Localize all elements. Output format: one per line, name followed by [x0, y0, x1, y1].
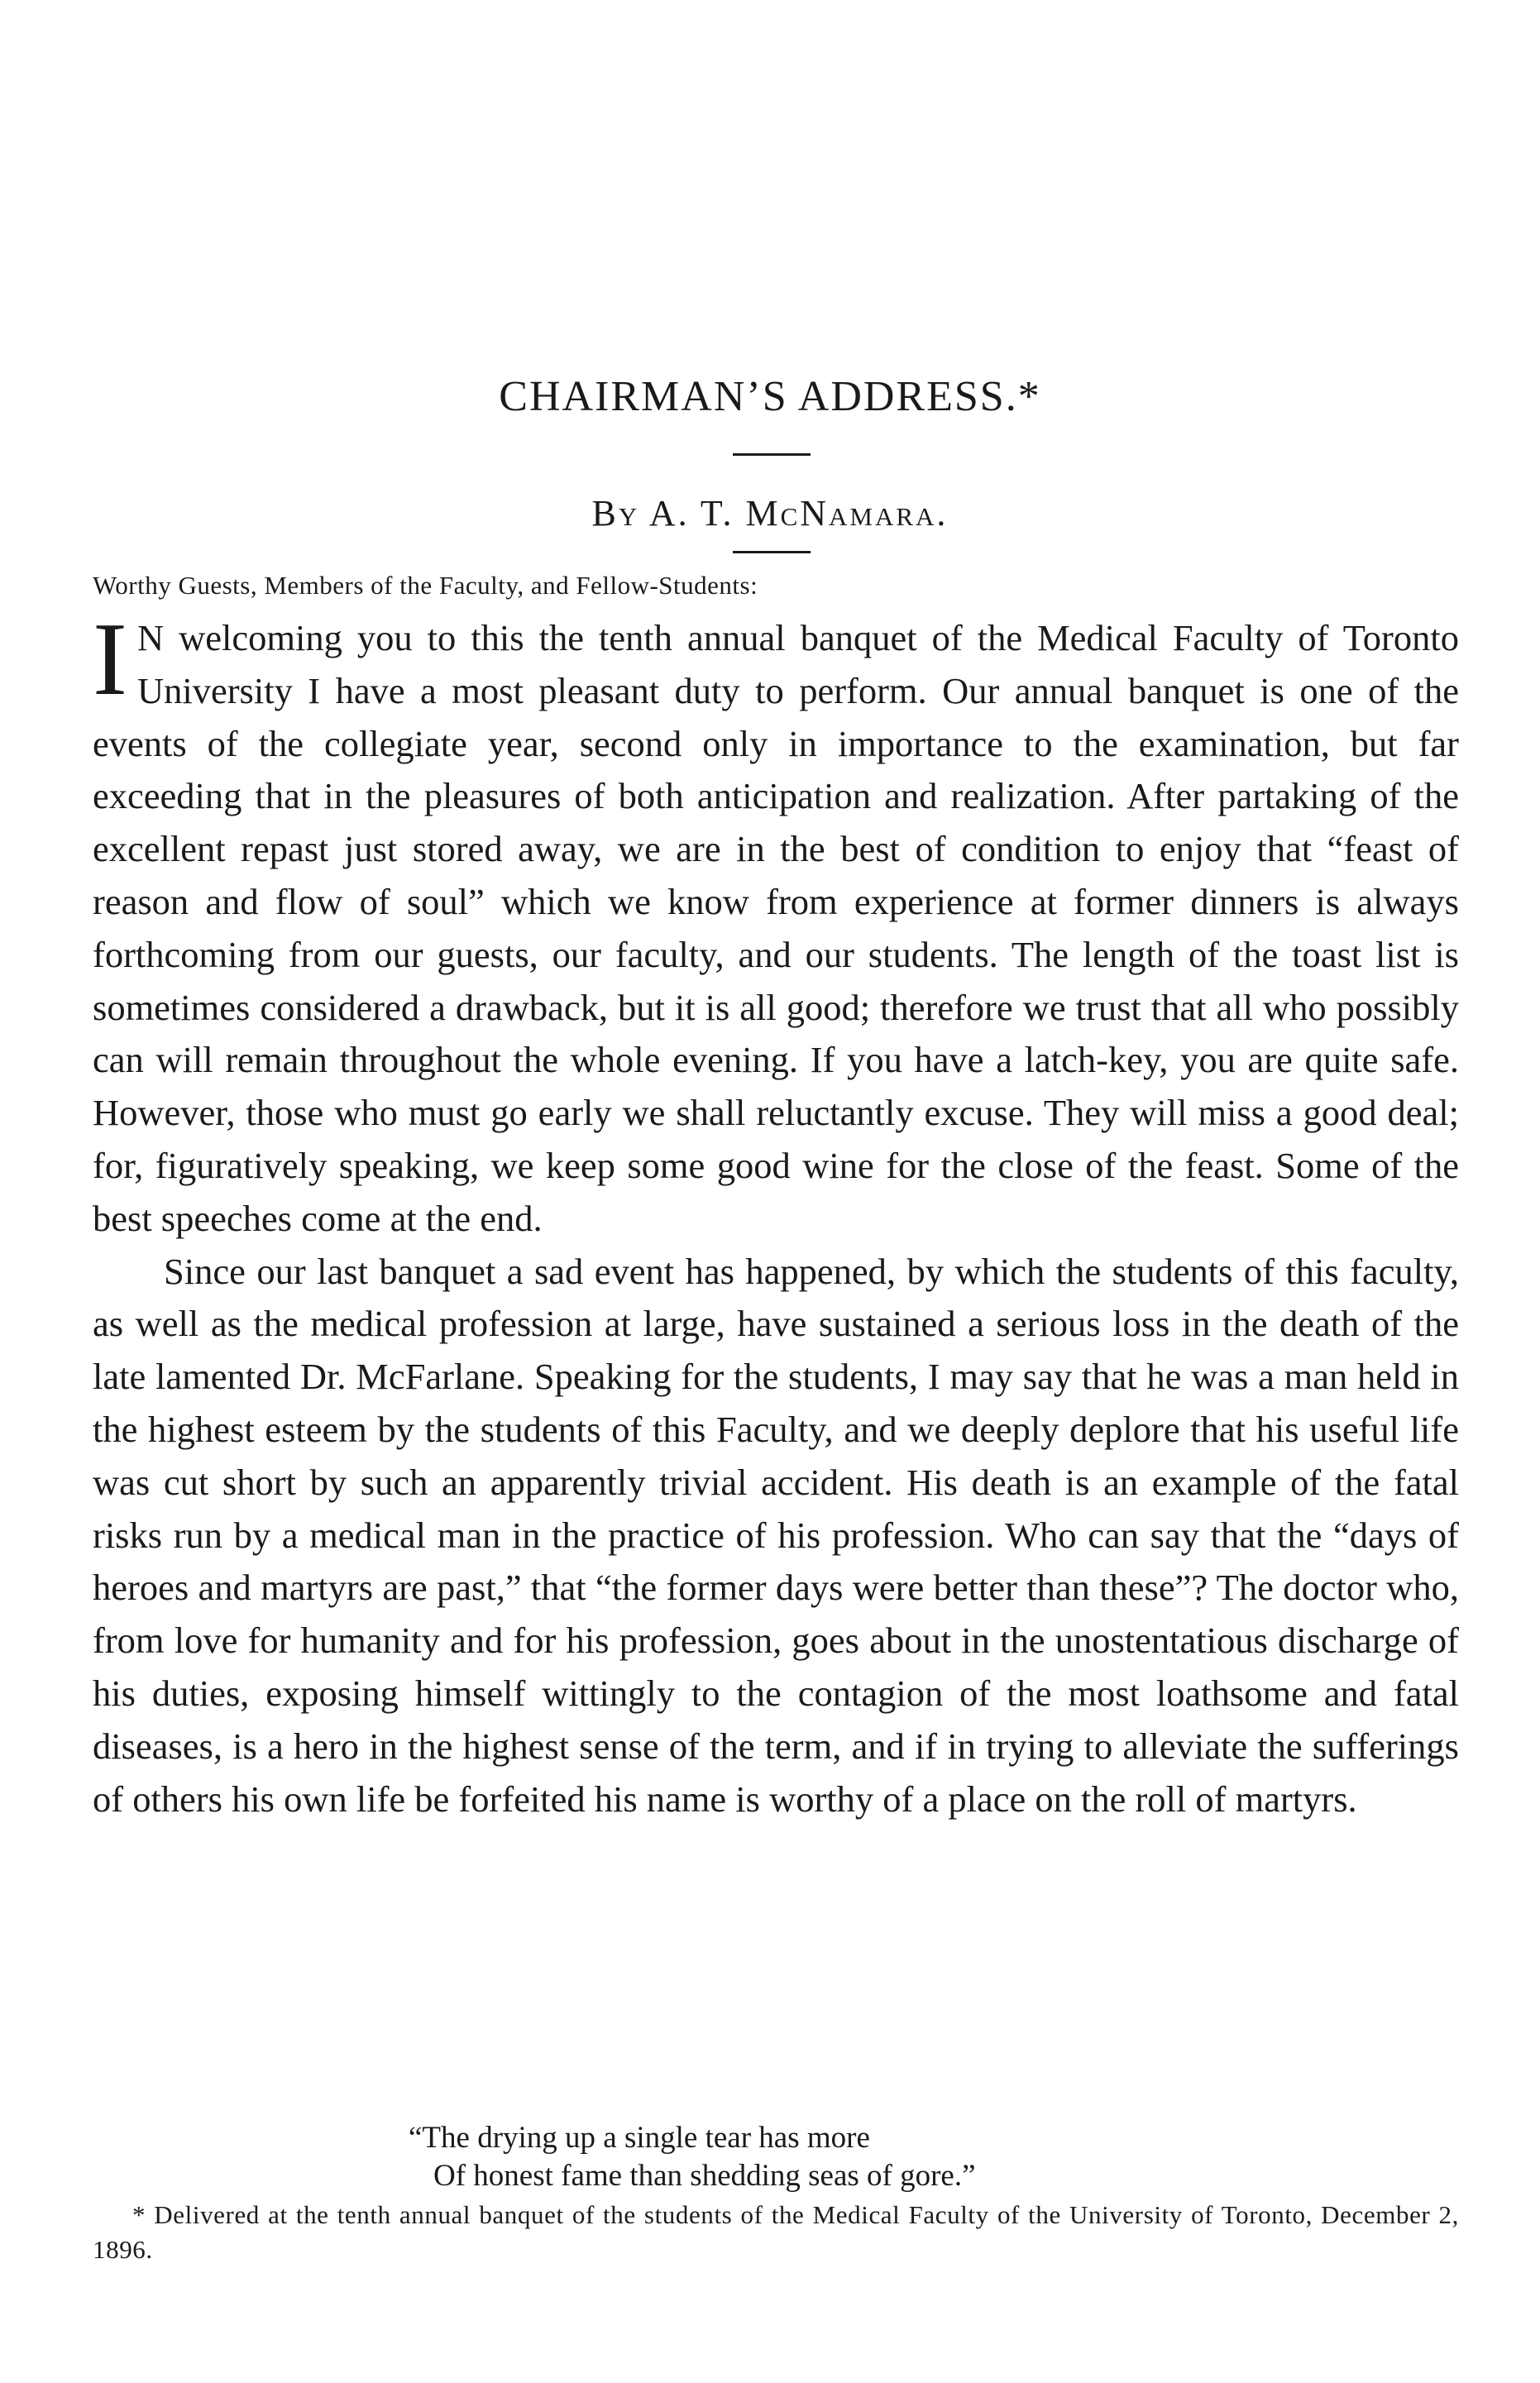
author-byline: By A. T. McNamara.: [591, 493, 949, 534]
footnote: * Delivered at the tenth annual banquet of the students of the Medical Faculty of the University of Toronto, December 2, 1896.: [93, 2200, 1459, 2264]
paragraph-1-text: N welcoming you to this the tenth annual banquet of the Medical Faculty of Toronto University I have a most pleasant duty to perform. Our annual banquet is one of the events of the collegiate year, second only in importance to the examination, but far exceeding that in the pleasures of both anticipation and realization. After partaking of the excellent repast just stored away, we are in the best of condition to enjoy that “feast of reason and flow of soul” which we know from experience at former dinners is always forthcoming from our guests, our faculty, and our students. The length of the toast list is sometimes considered a drawback, but it is all good; therefore we trust that all who possibly can will remain throughout the whole evening. If you have a latch-key, you are quite safe. However, those who must go early we shall reluctantly excuse. They will miss a good deal; for, figuratively speaking, we keep some good wine for the close of the feast. Some of the best speeches come at the end.: [93, 617, 1459, 1239]
paragraph-2: Since our last banquet a sad event has happened, by which the students of this faculty, as well as the medical profession at large, have sustained a serious loss in the death of the late lamented Dr. McFarlane. Speaking for the students, I may say that he was a man held in the highest esteem by the students of this Faculty, and we deeply deplore that his useful life was cut short by such an apparently trivial accident. His death is an example of the fatal risks run by a medical man in the practice of his profession. Who can say that the “days of heroes and martyrs are past,” that “the former days were better than these”? The doctor who, from love for humanity and for his profession, goes about in the unostentatious discharge of his duties, exposing himself wittingly to the contagion of the most loathsome and fatal diseases, is a hero in the highest sense of the term, and if in trying to alleviate the sufferings of others his own life be forfeited his name is worthy of a place on the roll of martyrs.: [93, 1250, 1459, 1820]
page-title: CHAIRMAN’S ADDRESS.*: [499, 373, 1041, 420]
drop-cap: I: [93, 602, 127, 717]
paragraph-1: [93, 602, 1459, 1246]
quote-line-1: “The drying up a single tear has more: [409, 2121, 870, 2155]
title-divider: [733, 453, 811, 456]
verse-quote: [409, 2119, 976, 2195]
byline-divider: [733, 551, 811, 553]
quote-line-2: Of honest fame than shedding seas of gore.”: [433, 2159, 976, 2193]
salutation: Worthy Guests, Members of the Faculty, and Fellow-Students:: [93, 571, 758, 600]
address-body: [93, 602, 1459, 1826]
